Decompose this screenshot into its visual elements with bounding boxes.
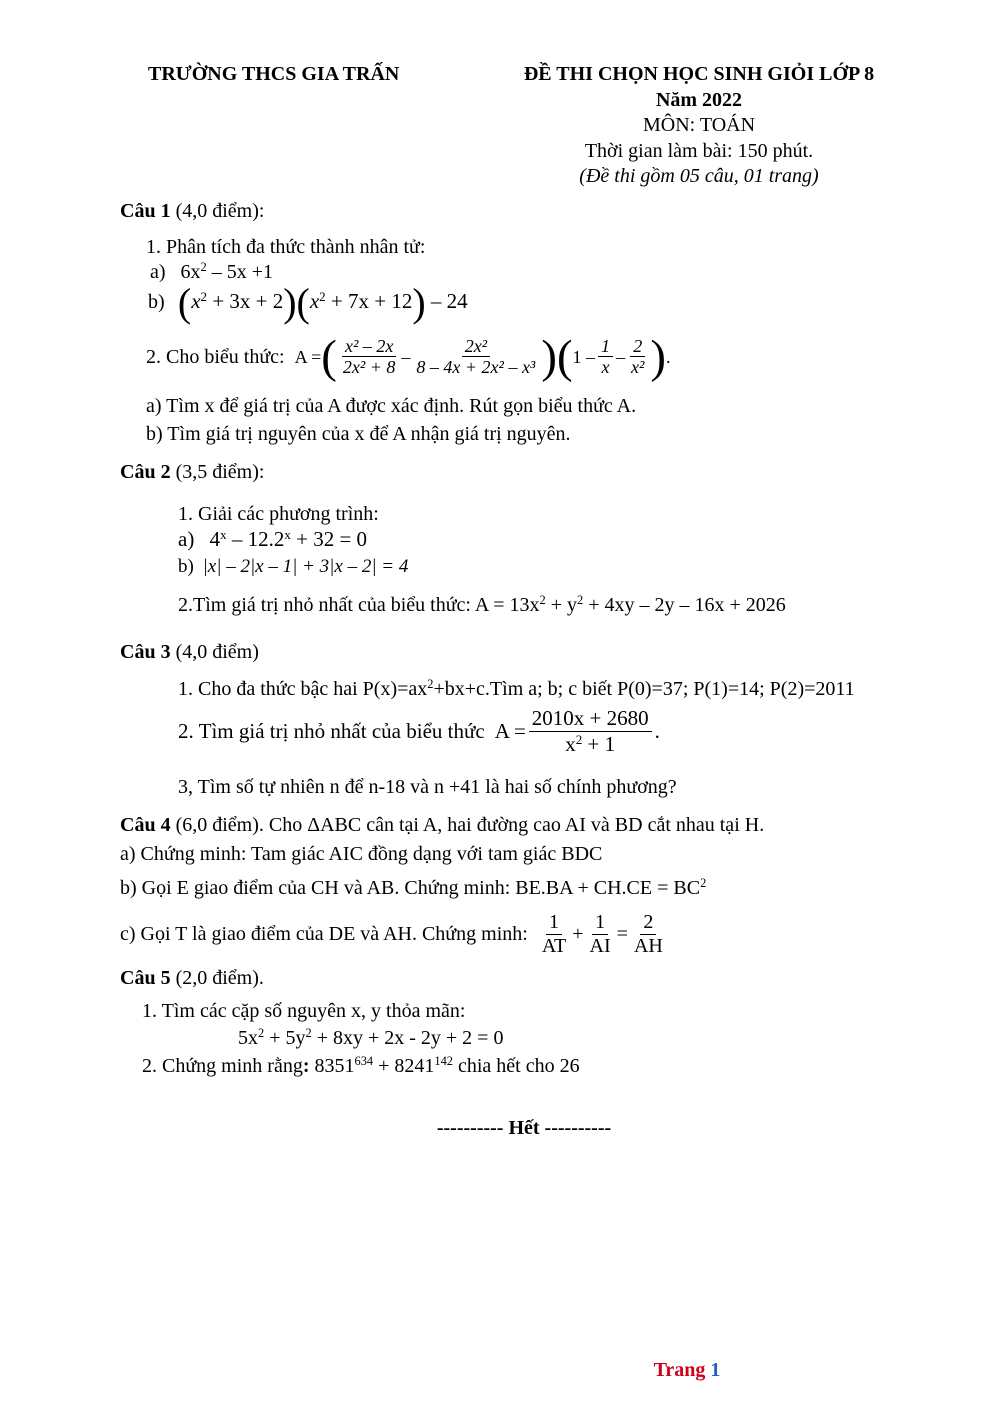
q3-heading — [120, 641, 259, 664]
q1b-expr: $(x^2 + 3x + 2)(x^2 + 7x + 12) - 24$ — [177, 280, 468, 325]
q3-expression-A: A = $\frac{2010x + 2680}{x^2 + 1}$ . — [494, 706, 660, 756]
q5-label: Câu 5 — [120, 967, 171, 989]
q4-question-c — [120, 908, 669, 960]
frac-4: $\frac{2}{\text{x²}}$ — [631, 335, 645, 378]
q2-part1: 1. Giải các phương trình: — [178, 503, 379, 525]
q1-expression-A: A = ( $\frac{\text{x² – 2x}}{\text{2x² + 8}}$ – $\frac{\text{2x²}}{\text{8 – 4x + 2x² – x³}}$ ) ( 1 – $\frac{1}{x}$ – $\frac{2}{\text{x²}}$ ) . — [294, 330, 671, 383]
end-mark: ---------- Hết ---------- — [436, 1117, 612, 1139]
footer-label: Trang — [653, 1359, 711, 1381]
q3-label: Câu 3 — [120, 641, 171, 663]
exam-year: Năm 2022 — [655, 89, 743, 111]
q1-question-b: b) Tìm giá trị nguyên của x để A nhận giá trị nguyên. — [146, 423, 571, 445]
q1a-label: a) — [150, 261, 166, 283]
q1-heading — [120, 200, 264, 223]
q3-part2-text: 2. Tìm giá trị nhỏ nhất của biểu thức — [178, 718, 485, 743]
q4-question-b: b) Gọi E giao điểm của CH và AB. Chứng minh: $BE.BA + CH.CE = BC^2$ — [120, 876, 707, 899]
q1-part1a — [150, 261, 273, 284]
q1-question-a: a) Tìm x để giá trị của A được xác định. Rút gọn biểu thức A. — [146, 395, 637, 417]
q2-heading — [120, 461, 264, 484]
school-name: TRƯỜNG THCS GIA TRẤN — [148, 63, 400, 85]
page-footer — [654, 1359, 721, 1382]
frac-2: $\frac{\text{2x²}}{\text{8 – 4x + 2x² – x³}}$ — [416, 335, 536, 378]
q3-part3: 3, Tìm số tự nhiên n để n-18 và n +41 là hai số chính phương? — [178, 776, 677, 798]
q2-part1a — [178, 527, 367, 551]
q4-question-a: a) Chứng minh: Tam giác AIC đồng dạng với tam giác BDC — [120, 843, 603, 865]
q3-points: (4,0 điểm) — [170, 641, 259, 663]
q5-points: (2,0 điểm). — [170, 967, 264, 989]
q5-heading — [120, 967, 264, 990]
q4-heading: Câu 4 (6,0 điểm). Cho ΔABC cân tại A, hai đường cao AI và BD cắt nhau tại H. — [120, 814, 765, 836]
q2a-label: a) — [178, 527, 195, 551]
q2b-label: b) — [178, 556, 194, 577]
q3-part2 — [178, 703, 660, 759]
frac-1-at: $\frac{1}{AT}$ — [541, 910, 567, 957]
q1-label: Câu 1 — [120, 200, 171, 222]
q5-part2: 2. Chứng minh rằng: $8351^{634} + 8241^{142}$ chia hết cho 26 — [142, 1054, 580, 1077]
q2-points: (3,5 điểm): — [170, 461, 265, 483]
exam-note: (Đề thi gồm 05 câu, 01 trang) — [579, 165, 819, 187]
q2-label: Câu 2 — [120, 461, 171, 483]
q5-part1: 1. Tìm các cặp số nguyên x, y thỏa mãn: — [142, 1000, 466, 1022]
exam-time: Thời gian làm bài: 150 phút. — [584, 140, 814, 162]
q3-fraction: $\frac{2010x + 2680}{x^2 + 1}$ — [529, 706, 652, 755]
q4c-expression: $\frac{1}{AT}$ + $\frac{1}{AI}$ = $\frac{2}{AH}$ — [536, 911, 669, 958]
frac-1-ai: $\frac{1}{AI}$ — [589, 910, 611, 957]
q1b-label: b) — [148, 290, 165, 313]
q2a-expr: $4^x - 12.2^x + 32 = 0$ — [209, 526, 368, 551]
q2-part1b — [178, 556, 408, 578]
q4-label: Câu 4 — [120, 814, 171, 836]
frac-3: $\frac{1}{x}$ — [598, 336, 613, 378]
triangle-abc: ΔABC — [307, 814, 362, 836]
q4c-text: c) Gọi T là giao điểm của DE và AH. Chứng minh: — [120, 922, 528, 945]
q1-part1b — [148, 280, 468, 325]
frac-1: $\frac{\text{x² – 2x}}{\text{2x² + 8}}$ — [342, 335, 396, 378]
q5-equation: $5x^2 + 5y^2 + 8xy + 2x - 2y + 2 = 0$ — [238, 1026, 504, 1049]
exam-title: ĐỀ THI CHỌN HỌC SINH GIỎI LỚP 8 — [523, 63, 875, 85]
q1-part2-text: 2. Cho biểu thức: — [146, 345, 285, 368]
page-number: 1 — [710, 1359, 721, 1381]
q3-part1: 1. Cho đa thức bậc hai $P(x)=ax^2+bx+c.Tìm$ a; b; c biết P(0)=37; P(1)=14; P(2)=2011 — [178, 677, 855, 700]
q1a-expr: $6x^2 - 5x +1$ — [180, 260, 274, 283]
exam-subject: MÔN: TOÁN — [642, 114, 756, 136]
q2-part2: 2.Tìm giá trị nhỏ nhất của biểu thức: $A = 13x^2 + y^2 + 4xy - 2y - 16x + 2026$ — [178, 593, 786, 616]
q1-points: (4,0 điểm): — [170, 200, 265, 222]
q2b-expr: |x| – 2|x – 1| + 3|x – 2| = 4 — [202, 556, 409, 577]
q1-part1: 1. Phân tích đa thức thành nhân tử: — [146, 236, 426, 258]
q1-part2 — [146, 332, 671, 382]
frac-2-ah: $\frac{2}{AH}$ — [633, 910, 663, 957]
